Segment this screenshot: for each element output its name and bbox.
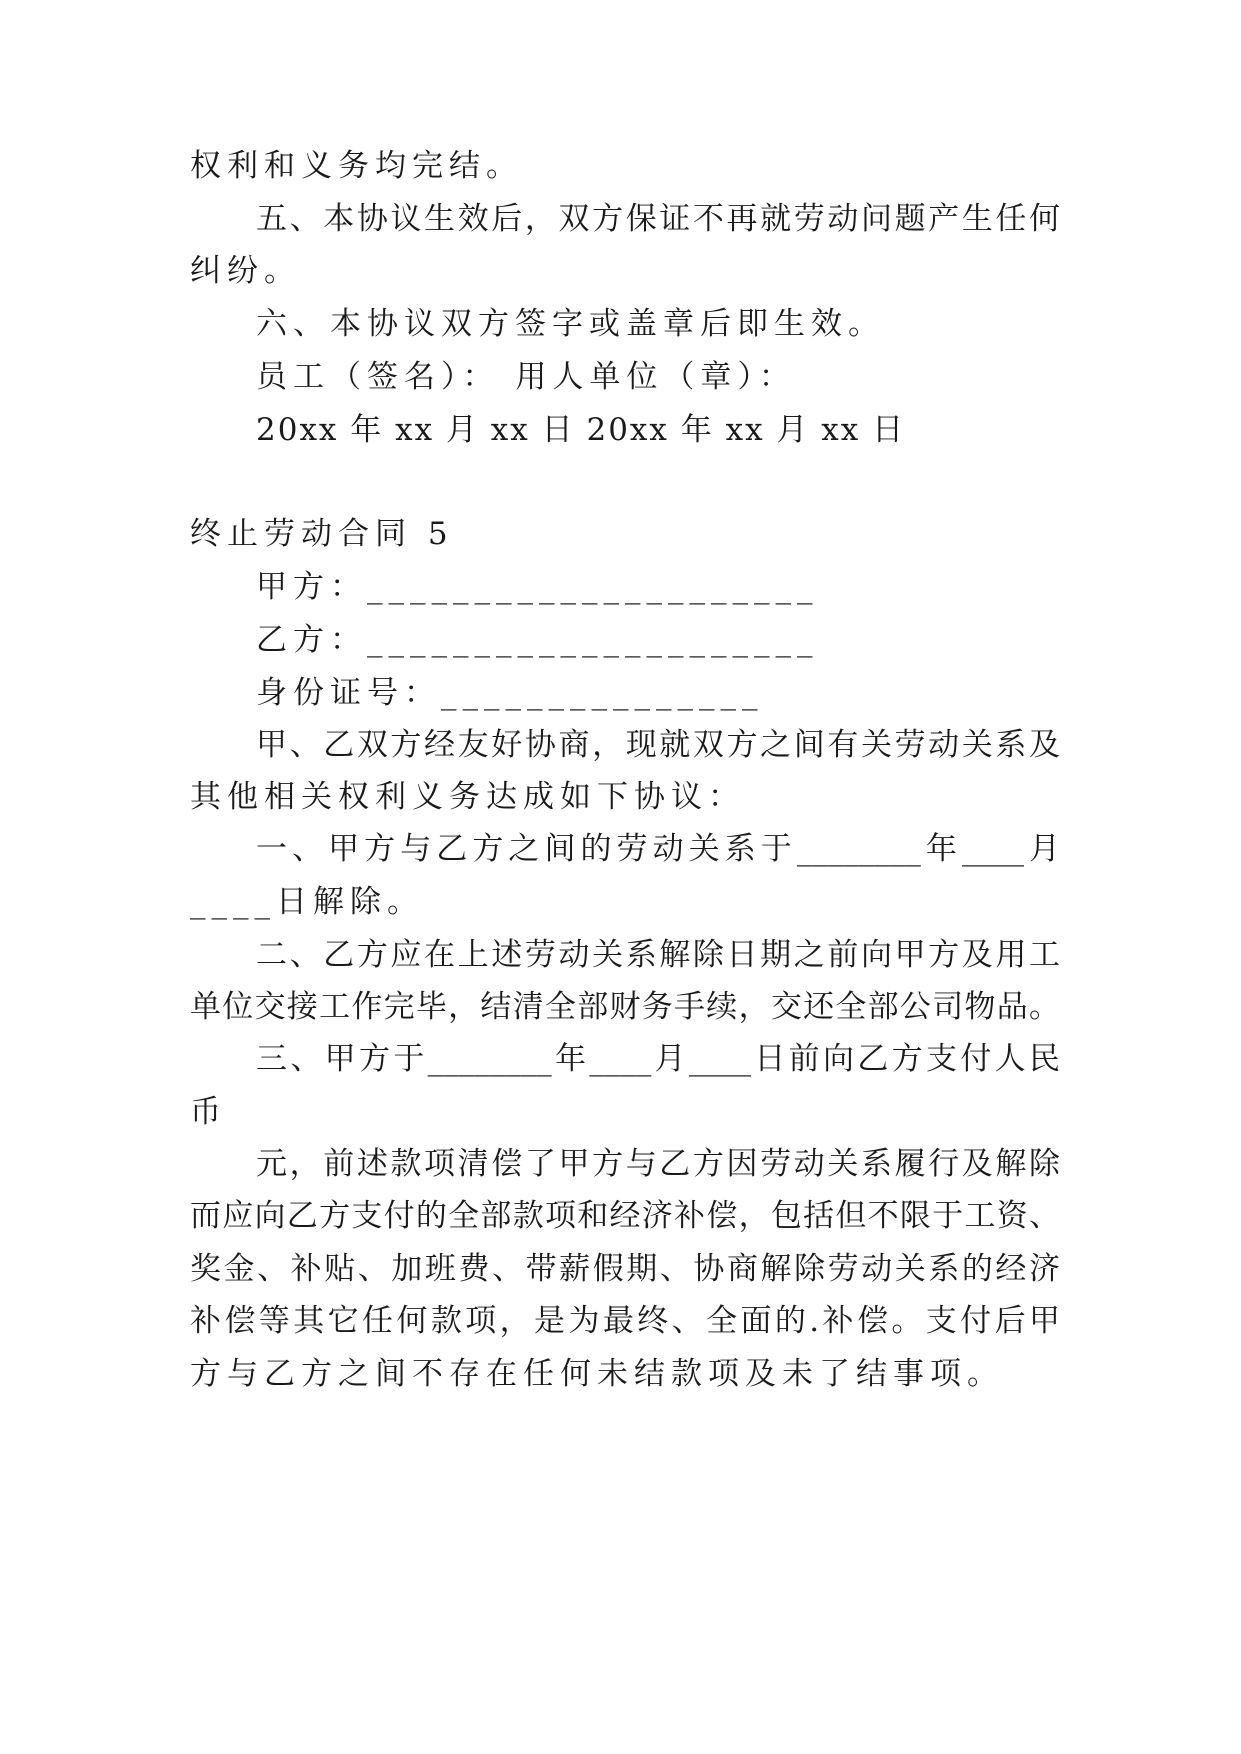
text-line: 权利和义务均完结。 xyxy=(190,148,523,184)
party-a-field: 甲方：_____________________ xyxy=(256,569,819,605)
payment-line-2: 而应向乙方支付的全部款项和经济补偿，包括但不限于工资、 xyxy=(190,1198,1060,1234)
clause-five-line-1: 五、本协议生效后，双方保证不再就劳动问题产生任何 xyxy=(256,201,1060,237)
party-b-field: 乙方：_____________________ xyxy=(256,622,819,658)
clause-two-line-2: 单位交接工作完毕，结清全部财务手续，交还全部公司物品。 xyxy=(190,989,1060,1025)
clause-six: 六、本协议双方签字或盖章后即生效。 xyxy=(256,306,885,342)
payment-line-1: 元，前述款项清偿了甲方与乙方因劳动关系履行及解除 xyxy=(256,1146,1060,1182)
clause-three-line-1: 三、甲方于________年____月____日前向乙方支付人民 xyxy=(256,1041,1060,1077)
clause-one-line-1: 一、甲方与乙方之间的劳动关系于________年____月 xyxy=(256,831,1060,867)
clause-two-line-1: 二、乙方应在上述劳动关系解除日期之前向甲方及用工 xyxy=(256,937,1060,973)
section-heading: 终止劳动合同 5 xyxy=(190,516,454,552)
preamble-line-2: 其他相关权利义务达成如下协议： xyxy=(190,779,745,815)
clause-three-line-2: 币 xyxy=(190,1094,227,1130)
clause-one-line-2: ____日解除。 xyxy=(190,884,424,920)
payment-line-5: 方与乙方之间不存在任何未结款项及未了结事项。 xyxy=(190,1356,1004,1392)
clause-five-line-2: 纠纷。 xyxy=(190,253,301,289)
signature-line: 员工（签名）： 用人单位（章）： xyxy=(256,359,796,395)
payment-line-4: 补偿等其它任何款项，是为最终、全面的.补偿。支付后甲 xyxy=(190,1303,1060,1339)
id-number-field: 身份证号：_______________ xyxy=(256,675,764,711)
payment-line-3: 奖金、补贴、加班费、带薪假期、协商解除劳动关系的经济 xyxy=(190,1251,1060,1287)
preamble-line-1: 甲、乙双方经友好协商，现就双方之间有关劳动关系及 xyxy=(256,727,1060,763)
date-line: 20xx 年 xx 月 xx 日 20xx 年 xx 月 xx 日 xyxy=(256,412,906,448)
